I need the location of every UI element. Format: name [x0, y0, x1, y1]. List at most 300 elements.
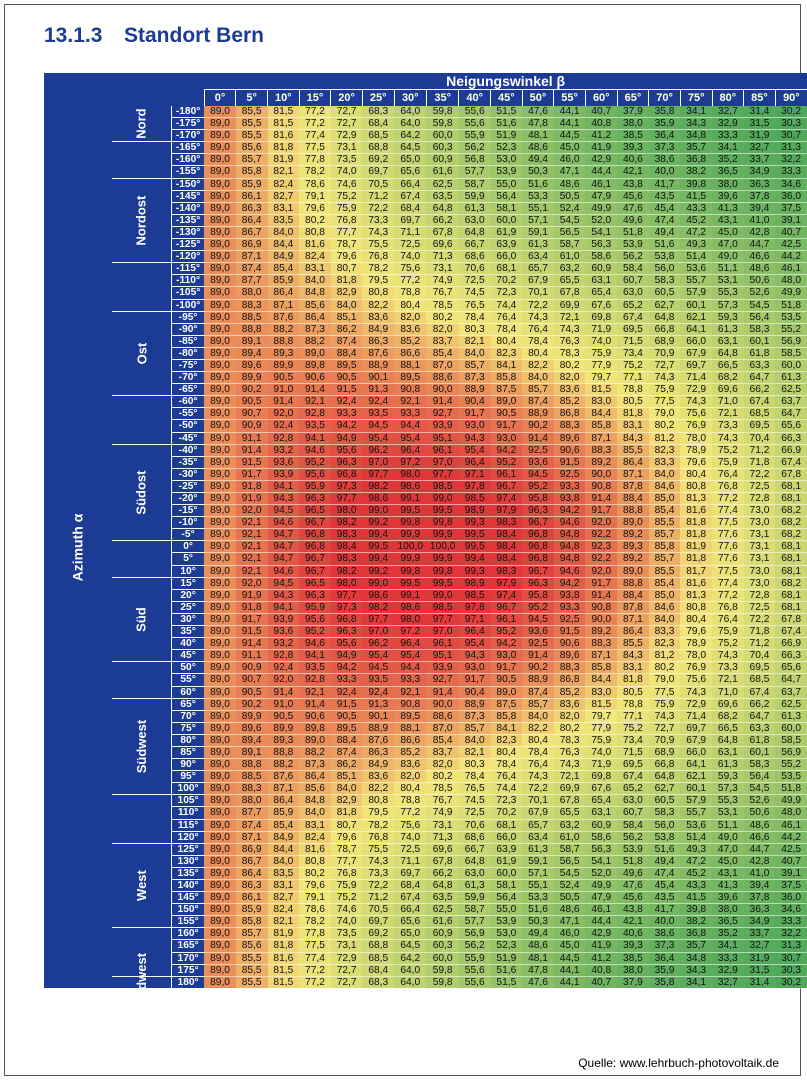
yield-cell: 33,3	[775, 166, 807, 178]
yield-cell: 92,7	[426, 674, 458, 686]
yield-cell: 74,3	[649, 710, 681, 722]
yield-cell: 77,9	[585, 722, 617, 734]
yield-cell: 35,9	[649, 118, 681, 130]
yield-cell: 41,5	[680, 190, 712, 202]
yield-cell: 83,3	[649, 626, 681, 638]
yield-cell: 85,8	[236, 166, 268, 178]
yield-cell: 95,2	[299, 626, 331, 638]
yield-cell: 72,5	[744, 601, 776, 613]
yield-cell: 58,6	[585, 831, 617, 843]
yield-cell: 81,9	[680, 541, 712, 553]
yield-cell: 84,6	[649, 601, 681, 613]
yield-cell: 93,3	[331, 674, 363, 686]
yield-cell: 81,8	[680, 529, 712, 541]
yield-cell: 66,4	[394, 904, 426, 916]
tilt-angle-header: 65°	[617, 90, 649, 107]
yield-cell: 89,6	[554, 650, 586, 662]
yield-cell: 68,9	[649, 335, 681, 347]
yield-cell: 73,3	[712, 662, 744, 674]
yield-cell: 88,4	[617, 589, 649, 601]
yield-cell: 88,2	[299, 335, 331, 347]
yield-cell: 80,4	[522, 347, 554, 359]
yield-cell: 89,5	[331, 359, 363, 371]
yield-cell: 57,7	[459, 166, 491, 178]
yield-cell: 92,1	[236, 565, 268, 577]
yield-cell: 57,7	[459, 916, 491, 928]
yield-cell: 86,6	[394, 347, 426, 359]
yield-cell: 83,6	[362, 771, 394, 783]
yield-cell: 81,6	[680, 505, 712, 517]
yield-cell: 48,6	[744, 819, 776, 831]
yield-cell: 40,6	[617, 928, 649, 940]
yield-cell: 47,8	[522, 964, 554, 976]
azimuth-label: 175°	[171, 964, 204, 976]
yield-cell: 95,4	[362, 432, 394, 444]
yield-cell: 81,8	[680, 553, 712, 565]
yield-cell: 63,2	[554, 263, 586, 275]
yield-cell: 98,4	[491, 541, 523, 553]
yield-cell: 46,1	[585, 904, 617, 916]
yield-cell: 90,1	[362, 372, 394, 384]
yield-cell: 90,0	[585, 613, 617, 625]
yield-cell: 78,9	[680, 444, 712, 456]
yield-cell: 65,0	[394, 928, 426, 940]
yield-cell: 83,1	[299, 819, 331, 831]
yield-cell: 83,1	[268, 880, 300, 892]
yield-cell: 91,3	[362, 698, 394, 710]
yield-cell: 50,3	[522, 166, 554, 178]
yield-cell: 89,0	[204, 686, 236, 698]
yield-cell: 47,0	[712, 843, 744, 855]
yield-cell: 95,2	[522, 480, 554, 492]
yield-cell: 51,9	[491, 130, 523, 142]
yield-cell: 98,3	[331, 529, 363, 541]
yield-cell: 79,7	[585, 372, 617, 384]
yield-cell: 81,5	[268, 964, 300, 976]
direction-group	[112, 263, 172, 311]
yield-cell: 76,8	[362, 831, 394, 843]
yield-cell: 61,3	[522, 843, 554, 855]
yield-cell: 98,2	[331, 517, 363, 529]
yield-cell: 49,0	[712, 831, 744, 843]
yield-cell: 89,0	[204, 480, 236, 492]
yield-cell: 54,1	[585, 855, 617, 867]
yield-cell: 63,1	[712, 335, 744, 347]
azimuth-label: 75°	[171, 722, 204, 734]
yield-cell: 91,4	[236, 444, 268, 456]
yield-cell: 81,6	[299, 239, 331, 251]
yield-cell: 89,0	[204, 493, 236, 505]
yield-cell: 46,1	[775, 263, 807, 275]
yield-cell: 52,4	[554, 202, 586, 214]
direction-group	[112, 178, 172, 263]
yield-cell: 89,0	[204, 396, 236, 408]
yield-cell: 70,9	[649, 347, 681, 359]
yield-cell: 73,1	[331, 142, 363, 154]
yield-cell: 80,2	[554, 722, 586, 734]
yield-cell: 73,5	[331, 154, 363, 166]
yield-cell: 91,4	[426, 396, 458, 408]
yield-cell: 86,3	[362, 335, 394, 347]
yield-cell: 78,6	[299, 178, 331, 190]
yield-cell: 74,3	[649, 372, 681, 384]
yield-cell: 55,6	[459, 976, 491, 988]
yield-cell: 94,5	[268, 577, 300, 589]
yield-cell: 92,1	[236, 553, 268, 565]
yield-cell: 79,6	[299, 880, 331, 892]
yield-cell: 60,9	[426, 154, 458, 166]
direction-group	[112, 396, 172, 444]
yield-cell: 96,3	[299, 493, 331, 505]
yield-cell: 83,1	[268, 202, 300, 214]
yield-cell: 68,2	[712, 372, 744, 384]
yield-cell: 51,8	[617, 226, 649, 238]
yield-cell: 60,9	[426, 928, 458, 940]
table-row	[44, 263, 807, 275]
yield-cell: 77,5	[299, 940, 331, 952]
yield-cell: 85,5	[649, 565, 681, 577]
yield-cell: 94,2	[554, 505, 586, 517]
yield-cell: 97,2	[394, 456, 426, 468]
yield-cell: 74,3	[712, 432, 744, 444]
yield-cell: 96,1	[426, 444, 458, 456]
yield-cell: 96,3	[299, 589, 331, 601]
yield-cell: 34,3	[680, 964, 712, 976]
yield-cell: 57,9	[680, 287, 712, 299]
yield-cell: 70,5	[362, 178, 394, 190]
yield-cell: 68,9	[649, 746, 681, 758]
yield-cell: 88,6	[426, 372, 458, 384]
yield-cell: 56,2	[617, 831, 649, 843]
yield-cell: 31,3	[775, 940, 807, 952]
yield-cell: 95,6	[331, 638, 363, 650]
yield-cell: 32,2	[775, 154, 807, 166]
yield-cell: 97,0	[426, 456, 458, 468]
yield-cell: 89,9	[236, 372, 268, 384]
yield-cell: 82,3	[649, 444, 681, 456]
yield-cell: 36,4	[649, 952, 681, 964]
yield-cell: 38,0	[712, 904, 744, 916]
yield-cell: 85,4	[268, 263, 300, 275]
yield-cell: 61,3	[775, 372, 807, 384]
azimuth-label: -115°	[171, 263, 204, 275]
yield-cell: 87,4	[236, 263, 268, 275]
yield-cell: 36,3	[744, 178, 776, 190]
yield-cell: 90,5	[268, 372, 300, 384]
yield-cell: 56,4	[744, 311, 776, 323]
yield-cell: 82,2	[522, 359, 554, 371]
yield-cell: 94,5	[362, 420, 394, 432]
yield-cell: 74,6	[331, 178, 363, 190]
yield-cell: 88,8	[236, 323, 268, 335]
yield-cell: 81,5	[268, 118, 300, 130]
yield-cell: 89,1	[236, 335, 268, 347]
yield-cell: 85,8	[649, 541, 681, 553]
yield-cell: 55,1	[522, 202, 554, 214]
yield-cell: 90,6	[554, 444, 586, 456]
yield-cell: 83,6	[394, 323, 426, 335]
yield-cell: 92,5	[554, 613, 586, 625]
yield-cell: 53,3	[522, 190, 554, 202]
yield-cell: 39,1	[775, 867, 807, 879]
yield-cell: 46,1	[775, 819, 807, 831]
yield-cell: 97,1	[459, 613, 491, 625]
yield-cell: 92,1	[299, 396, 331, 408]
yield-cell: 49,9	[585, 880, 617, 892]
yield-cell: 31,9	[744, 952, 776, 964]
yield-cell: 96,1	[491, 468, 523, 480]
yield-cell: 68,8	[362, 940, 394, 952]
azimuth-label: 15°	[171, 577, 204, 589]
yield-cell: 99,2	[362, 565, 394, 577]
yield-cell: 39,3	[617, 142, 649, 154]
yield-cell: 40,6	[617, 154, 649, 166]
yield-cell: 68,1	[775, 565, 807, 577]
yield-cell: 85,5	[236, 952, 268, 964]
yield-cell: 89,0	[491, 396, 523, 408]
yield-cell: 89,0	[204, 650, 236, 662]
yield-cell: 58,5	[775, 347, 807, 359]
yield-cell: 69,2	[362, 928, 394, 940]
yield-cell: 71,0	[712, 686, 744, 698]
azimuth-label: -20°	[171, 493, 204, 505]
yield-cell: 82,4	[299, 251, 331, 263]
yield-cell: 84,0	[268, 226, 300, 238]
yield-cell: 78,4	[522, 746, 554, 758]
yield-cell: 97,3	[331, 480, 363, 492]
yield-cell: 86,4	[268, 287, 300, 299]
yield-cell: 79,7	[585, 710, 617, 722]
yield-cell: 89,0	[204, 613, 236, 625]
yield-cell: 99,5	[426, 505, 458, 517]
azimuth-label: -35°	[171, 456, 204, 468]
yield-cell: 87,4	[236, 819, 268, 831]
yield-cell: 49,4	[649, 855, 681, 867]
yield-cell: 74,3	[554, 323, 586, 335]
yield-cell: 35,8	[649, 976, 681, 988]
yield-cell: 89,0	[204, 166, 236, 178]
yield-cell: 44,1	[554, 118, 586, 130]
yield-cell: 78,0	[680, 432, 712, 444]
yield-cell: 85,9	[236, 178, 268, 190]
yield-cell: 82,0	[394, 771, 426, 783]
tilt-angle-header: 80°	[712, 90, 744, 107]
yield-cell: 86,3	[236, 202, 268, 214]
azimuth-label: -180°	[171, 106, 204, 118]
yield-cell: 43,5	[649, 892, 681, 904]
yield-cell: 85,7	[459, 359, 491, 371]
yield-cell: 81,3	[680, 589, 712, 601]
yield-cell: 36,3	[744, 904, 776, 916]
yield-cell: 89,0	[204, 408, 236, 420]
yield-cell: 55,0	[491, 178, 523, 190]
table-row	[44, 976, 807, 988]
yield-cell: 34,6	[775, 178, 807, 190]
direction-group	[112, 662, 172, 698]
yield-cell: 99,0	[362, 505, 394, 517]
yield-cell: 90,4	[459, 396, 491, 408]
yield-cell: 81,5	[268, 976, 300, 988]
yield-cell: 68,5	[362, 130, 394, 142]
yield-cell: 94,8	[554, 541, 586, 553]
yield-cell: 34,9	[744, 166, 776, 178]
yield-cell: 72,3	[491, 287, 523, 299]
yield-cell: 93,3	[554, 601, 586, 613]
yield-cell: 91,8	[236, 480, 268, 492]
yield-cell: 87,1	[268, 783, 300, 795]
yield-cell: 90,8	[585, 601, 617, 613]
yield-cell: 77,5	[649, 396, 681, 408]
yield-cell: 43,5	[649, 190, 681, 202]
yield-cell: 70,4	[744, 432, 776, 444]
yield-cell: 93,9	[268, 613, 300, 625]
yield-cell: 71,2	[362, 190, 394, 202]
yield-cell: 89,0	[204, 142, 236, 154]
yield-cell: 87,1	[268, 299, 300, 311]
yield-cell: 90,0	[585, 468, 617, 480]
yield-cell: 48,6	[522, 940, 554, 952]
yield-cell: 71,4	[680, 710, 712, 722]
yield-cell: 90,6	[299, 372, 331, 384]
yield-cell: 72,9	[680, 698, 712, 710]
yield-cell: 85,6	[299, 783, 331, 795]
yield-cell: 89,0	[204, 577, 236, 589]
yield-cell: 85,4	[426, 734, 458, 746]
tilt-angle-header: 90°	[775, 90, 807, 107]
yield-cell: 78,0	[680, 650, 712, 662]
yield-cell: 82,0	[554, 710, 586, 722]
yield-cell: 71,1	[394, 226, 426, 238]
yield-cell: 65,5	[554, 275, 586, 287]
yield-cell: 59,9	[459, 892, 491, 904]
yield-cell: 70,1	[522, 287, 554, 299]
yield-cell: 34,1	[680, 976, 712, 988]
yield-cell: 72,2	[522, 783, 554, 795]
yield-cell: 63,2	[554, 819, 586, 831]
yield-cell: 75,9	[712, 456, 744, 468]
yield-cell: 87,6	[268, 311, 300, 323]
yield-cell: 72,7	[331, 964, 363, 976]
yield-cell: 89,2	[617, 553, 649, 565]
yield-cell: 51,5	[491, 106, 523, 118]
yield-cell: 58,1	[491, 202, 523, 214]
yield-cell: 95,2	[299, 456, 331, 468]
yield-cell: 77,4	[712, 577, 744, 589]
yield-cell: 91,4	[522, 432, 554, 444]
yield-cell: 55,7	[680, 807, 712, 819]
yield-cell: 86,4	[617, 626, 649, 638]
yield-cell: 54,5	[554, 214, 586, 226]
yield-cell: 86,8	[554, 408, 586, 420]
yield-cell: 66,9	[775, 638, 807, 650]
yield-cell: 31,4	[744, 106, 776, 118]
yield-cell: 81,8	[617, 408, 649, 420]
yield-cell: 42,9	[585, 928, 617, 940]
yield-cell: 93,0	[491, 432, 523, 444]
yield-cell: 89,3	[268, 734, 300, 746]
yield-cell: 77,2	[299, 964, 331, 976]
yield-cell: 64,7	[744, 710, 776, 722]
yield-cell: 80,7	[331, 819, 363, 831]
yield-cell: 45,0	[712, 855, 744, 867]
yield-cell: 64,5	[394, 940, 426, 952]
yield-cell: 49,9	[585, 202, 617, 214]
yield-cell: 88,9	[459, 384, 491, 396]
yield-cell: 64,8	[712, 734, 744, 746]
yield-cell: 75,5	[362, 843, 394, 855]
yield-cell: 99,2	[362, 517, 394, 529]
yield-cell: 79,1	[299, 892, 331, 904]
yield-cell: 89,6	[554, 432, 586, 444]
azimuth-label: 130°	[171, 855, 204, 867]
yield-cell: 41,3	[712, 202, 744, 214]
yield-cell: 88,5	[236, 771, 268, 783]
yield-cell: 47,2	[680, 855, 712, 867]
yield-cell: 89,0	[204, 601, 236, 613]
yield-cell: 76,8	[362, 251, 394, 263]
section-number: 13.1.3	[44, 24, 103, 47]
azimuth-label: 45°	[171, 650, 204, 662]
yield-cell: 73,1	[426, 263, 458, 275]
yield-cell: 80,2	[426, 311, 458, 323]
yield-cell: 32,7	[744, 940, 776, 952]
yield-cell: 56,8	[459, 154, 491, 166]
yield-cell: 87,0	[426, 359, 458, 371]
yield-cell: 72,9	[680, 384, 712, 396]
yield-cell: 82,9	[331, 795, 363, 807]
yield-cell: 88,2	[299, 746, 331, 758]
yield-cell: 74,3	[522, 311, 554, 323]
yield-cell: 99,0	[426, 589, 458, 601]
yield-cell: 75,9	[331, 202, 363, 214]
yield-cell: 40,0	[649, 166, 681, 178]
yield-cell: 44,1	[554, 976, 586, 988]
yield-cell: 81,5	[585, 698, 617, 710]
yield-cell: 94,9	[331, 432, 363, 444]
yield-cell: 35,2	[712, 928, 744, 940]
yield-cell: 80,2	[426, 771, 458, 783]
yield-cell: 52,3	[491, 142, 523, 154]
yield-cell: 84,0	[299, 807, 331, 819]
azimuth-label: 100°	[171, 783, 204, 795]
yield-cell: 80,7	[331, 263, 363, 275]
yield-cell: 99,5	[362, 541, 394, 553]
yield-cell: 89,8	[299, 359, 331, 371]
yield-cell: 84,9	[362, 323, 394, 335]
yield-cell: 86,4	[617, 456, 649, 468]
yield-cell: 88,8	[268, 335, 300, 347]
yield-cell: 47,2	[680, 226, 712, 238]
yield-cell: 31,9	[744, 130, 776, 142]
yield-cell: 81,6	[680, 577, 712, 589]
yield-cell: 34,1	[712, 142, 744, 154]
yield-cell: 89,0	[204, 432, 236, 444]
yield-cell: 94,9	[331, 650, 363, 662]
yield-cell: 92,0	[268, 674, 300, 686]
row-header-azimuth-label: Azimuth α	[69, 513, 86, 582]
yield-cell: 92,3	[585, 541, 617, 553]
table-corner	[44, 90, 204, 107]
yield-cell: 89,0	[204, 347, 236, 359]
yield-cell: 85,4	[649, 505, 681, 517]
yield-cell: 90,5	[236, 686, 268, 698]
yield-cell: 94,6	[268, 517, 300, 529]
yield-cell: 80,8	[362, 795, 394, 807]
yield-cell: 90,7	[236, 408, 268, 420]
yield-cell: 68,4	[394, 880, 426, 892]
yield-cell: 85,6	[236, 940, 268, 952]
yield-cell: 55,3	[712, 287, 744, 299]
